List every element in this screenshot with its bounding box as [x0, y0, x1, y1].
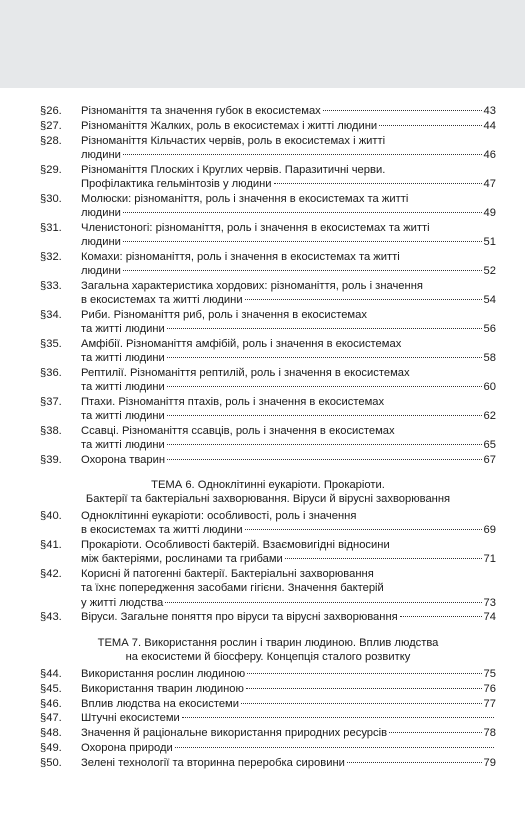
toc-entry[interactable] [40, 726, 496, 740]
page-number: 77 [483, 697, 496, 710]
title-text: та житті людини [81, 351, 165, 364]
dot-leader [165, 602, 481, 603]
dot-leader [123, 154, 482, 155]
section-title [81, 726, 496, 740]
title-line [81, 250, 496, 264]
title-text: людини [81, 148, 121, 161]
dot-leader [167, 444, 482, 445]
section-number: §39. [40, 453, 62, 466]
title-text: Молюски: різноманіття, роль і значення в екосистемах та житті [81, 192, 409, 205]
title-text: Різноманіття Плоских і Круглих червів. Паразитичні черви. [81, 163, 386, 176]
section-title [81, 453, 496, 467]
title-text: Використання рослин людиною [81, 668, 246, 681]
title-text: Штучні екосистеми [81, 712, 180, 725]
toc-group-theme-6 [40, 509, 496, 624]
page-number: 74 [483, 611, 496, 624]
page-number: 44 [483, 119, 496, 132]
page-number: 76 [483, 682, 496, 695]
section-title [81, 308, 496, 336]
title-line [81, 380, 496, 394]
section-title [81, 134, 496, 162]
toc-entry[interactable] [40, 509, 496, 537]
dot-leader [400, 616, 482, 617]
toc-entry[interactable] [40, 567, 496, 610]
section-number: §42. [40, 568, 62, 581]
title-text: Одноклітинні еукаріоти: особливості, роль і значення [81, 510, 357, 523]
dot-leader [246, 688, 482, 689]
title-line [81, 366, 496, 380]
toc-entry[interactable] [40, 192, 496, 220]
section-title [81, 192, 496, 220]
section-number: §48. [40, 727, 62, 740]
section-number: §41. [40, 539, 62, 552]
title-line [81, 726, 496, 740]
page-number: 75 [483, 668, 496, 681]
toc-entry[interactable] [40, 711, 496, 725]
section-title [81, 104, 496, 118]
title-line [81, 697, 496, 711]
title-text: Корисні й патогенні бактерії. Бактеріальні захворювання [81, 568, 374, 581]
title-line [81, 293, 496, 307]
page-number: 49 [483, 206, 496, 219]
section-number: §31. [40, 221, 62, 234]
title-text: Комахи: різноманіття, роль і значення в екосистемах та житті [81, 250, 400, 263]
dot-leader [123, 241, 482, 242]
title-text: Віруси. Загальне поняття про віруси та вірусні захворювання [81, 611, 398, 624]
toc-entry[interactable] [40, 697, 496, 711]
title-line [81, 552, 496, 566]
page-number: 56 [483, 322, 496, 335]
toc-entry[interactable] [40, 134, 496, 162]
dot-leader [123, 270, 482, 271]
section-number: §47. [40, 712, 62, 725]
toc-group-theme-7 [40, 667, 496, 770]
section-title [81, 279, 496, 307]
section-title [81, 741, 496, 755]
dot-leader [182, 717, 494, 718]
toc-entry[interactable] [40, 308, 496, 336]
dot-leader [274, 183, 482, 184]
theme-7-line: на екосистеми й біосферу. Концепція сталого розвитку [125, 650, 411, 663]
section-number: §26. [40, 105, 62, 117]
page-number: 73 [483, 596, 496, 609]
toc-group-animals [40, 104, 496, 467]
toc-entry[interactable] [40, 538, 496, 566]
title-line [81, 235, 496, 249]
dot-leader [167, 357, 482, 358]
page-number: 47 [483, 177, 496, 190]
title-text: та житті людини [81, 409, 165, 422]
section-number: §33. [40, 279, 62, 292]
section-number: §43. [40, 611, 62, 624]
section-number: §49. [40, 742, 62, 754]
toc-entry[interactable] [40, 741, 496, 755]
title-line [81, 221, 496, 235]
title-text: Охорона тварин [81, 453, 166, 466]
section-title [81, 610, 496, 624]
title-text: Прокаріоти. Особливості бактерій. Взаємовигідні відносини [81, 539, 390, 552]
title-text: Різноманіття Кільчастих червів, роль в екосистемах і житті [81, 134, 386, 147]
dot-leader [167, 328, 482, 329]
dot-leader [285, 558, 482, 559]
section-number: §44. [40, 668, 62, 681]
section-number: §40. [40, 510, 62, 523]
title-line [81, 756, 496, 770]
toc-entry[interactable] [40, 756, 496, 770]
page-number: 65 [483, 438, 496, 451]
theme-6-line: ТЕМА 6. Одноклітинні еукаріоти. Прокаріоти. [151, 478, 385, 491]
title-line [81, 610, 496, 624]
title-line [81, 337, 496, 351]
title-text: в екосистемах та житті людини [81, 524, 243, 537]
dot-leader [167, 415, 482, 416]
title-line [81, 148, 496, 162]
title-line [81, 424, 496, 438]
section-title [81, 682, 496, 696]
title-text: Загальна характеристика хордових: різноманіття, роль і значення [81, 279, 423, 292]
title-line [81, 163, 496, 177]
dot-leader [245, 529, 482, 530]
title-line [81, 395, 496, 409]
title-line [81, 711, 496, 725]
title-line [81, 581, 496, 595]
title-line [81, 177, 496, 191]
title-line [81, 682, 496, 696]
title-text: людини [81, 206, 121, 219]
page-number: 67 [483, 453, 496, 466]
section-number: §28. [40, 134, 62, 147]
section-title [81, 538, 496, 566]
toc-entry[interactable] [40, 610, 496, 624]
page-number: 71 [483, 553, 496, 566]
title-text: Зелені технології та вторинна переробка сировини [81, 756, 345, 769]
title-text: Використання тварин людиною [81, 682, 244, 695]
page-number: 78 [483, 727, 496, 740]
table-of-contents [40, 104, 496, 771]
section-title [81, 395, 496, 423]
page-number: 69 [483, 524, 496, 537]
section-title [81, 366, 496, 394]
section-number: §32. [40, 250, 62, 263]
title-text: та житті людини [81, 322, 165, 335]
theme-6-line: Бактерії та бактеріальні захворювання. Віруси й вірусні захворювання [85, 493, 451, 505]
toc-entry[interactable] [40, 395, 496, 423]
toc-entry[interactable] [40, 104, 496, 118]
section-title [81, 756, 496, 770]
title-line [81, 438, 496, 452]
title-text: та житті людини [81, 438, 165, 451]
dot-leader [167, 459, 482, 460]
theme-7-heading [40, 636, 496, 664]
page-number: 43 [483, 105, 496, 117]
title-text: та їхнє попередження засобами гігієни. Значення бактерій [81, 582, 384, 595]
section-title [81, 567, 496, 610]
page-number: 52 [483, 264, 496, 277]
section-number: §36. [40, 366, 62, 379]
title-text: у житті людства [81, 596, 164, 609]
title-text: Членистоногі: різноманіття, роль і значення в екосистемах та житті [81, 221, 430, 234]
title-text: Охорона природи [81, 742, 173, 754]
section-title [81, 119, 496, 133]
toc-entry[interactable] [40, 667, 496, 681]
page-number: 60 [483, 380, 496, 393]
title-line [81, 119, 496, 133]
dot-leader [241, 703, 482, 704]
title-line [81, 538, 496, 552]
title-text: людини [81, 235, 121, 248]
page-number: 46 [483, 148, 496, 161]
toc-entry[interactable] [40, 424, 496, 452]
dot-leader [389, 732, 482, 733]
page-number: 54 [483, 293, 496, 306]
toc-entry[interactable] [40, 366, 496, 394]
title-text: Профілактика гельмінтозів у людини [81, 177, 272, 190]
dot-leader [247, 673, 481, 674]
page-number: 79 [483, 756, 496, 769]
dot-leader [323, 110, 482, 111]
section-number: §27. [40, 119, 62, 132]
page-number: 62 [483, 409, 496, 422]
toc-entry[interactable] [40, 337, 496, 365]
title-text: Птахи. Різноманіття птахів, роль і значення в екосистемах [81, 395, 385, 408]
title-text: Різноманіття Жалких, роль в екосистемах і житті людини [81, 119, 378, 132]
section-number: §45. [40, 682, 62, 695]
toc-entry[interactable] [40, 250, 496, 278]
toc-entry[interactable] [40, 279, 496, 307]
section-number: §50. [40, 756, 62, 769]
dot-leader [175, 747, 494, 748]
title-text: між бактеріями, рослинами та грибами [81, 553, 283, 566]
section-number: §35. [40, 337, 62, 350]
section-title [81, 424, 496, 452]
toc-entry[interactable] [40, 453, 496, 467]
title-text: Риби. Різноманіття риб, роль і значення в екосистемах [81, 308, 367, 321]
section-number: §30. [40, 192, 62, 205]
title-line [81, 509, 496, 523]
section-title [81, 221, 496, 249]
section-title [81, 509, 496, 537]
page-number: 58 [483, 351, 496, 364]
dot-leader [123, 212, 482, 213]
title-line [81, 567, 496, 581]
page-number: 51 [483, 235, 496, 248]
title-text: Різноманіття та значення губок в екосистемах [81, 105, 321, 117]
title-text: Амфібії. Різноманіття амфібій, роль і значення в екосистемах [81, 337, 402, 350]
section-number: §46. [40, 697, 62, 710]
title-line [81, 104, 496, 118]
section-title [81, 250, 496, 278]
title-line [81, 667, 496, 681]
title-line [81, 351, 496, 365]
section-number: §37. [40, 395, 62, 408]
title-text: та житті людини [81, 380, 165, 393]
toc-entry[interactable] [40, 682, 496, 696]
title-text: Рептилії. Різноманіття рептилій, роль і значення в екосистемах [81, 366, 410, 379]
theme-6-heading [40, 478, 496, 506]
title-text: Вплив людства на екосистеми [81, 697, 239, 710]
section-number: §34. [40, 308, 62, 321]
title-line [81, 523, 496, 537]
title-line [81, 322, 496, 336]
section-title [81, 711, 496, 725]
title-line [81, 264, 496, 278]
title-text: Значення й раціональне використання природних ресурсів [81, 727, 388, 740]
header-band [0, 0, 525, 88]
section-title [81, 697, 496, 711]
title-text: в екосистемах та житті людини [81, 293, 243, 306]
title-line [81, 453, 496, 467]
dot-leader [347, 762, 482, 763]
dot-leader [379, 125, 481, 126]
title-line [81, 279, 496, 293]
dot-leader [245, 299, 482, 300]
title-line [81, 206, 496, 220]
section-title [81, 337, 496, 365]
title-text: Ссавці. Різноманіття ссавців, роль і значення в екосистемах [81, 424, 395, 437]
section-title [81, 667, 496, 681]
title-line [81, 134, 496, 148]
title-line [81, 741, 496, 755]
dot-leader [167, 386, 482, 387]
title-line [81, 596, 496, 610]
title-text: людини [81, 264, 121, 277]
title-line [81, 192, 496, 206]
title-line [81, 308, 496, 322]
theme-7-line: ТЕМА 7. Використання рослин і тварин людиною. Вплив людства [97, 636, 439, 649]
section-number: §38. [40, 424, 62, 437]
toc-entry[interactable] [40, 221, 496, 249]
title-line [81, 409, 496, 423]
section-number: §29. [40, 163, 62, 176]
section-title [81, 163, 496, 191]
toc-entry[interactable] [40, 163, 496, 191]
toc-entry[interactable] [40, 119, 496, 133]
